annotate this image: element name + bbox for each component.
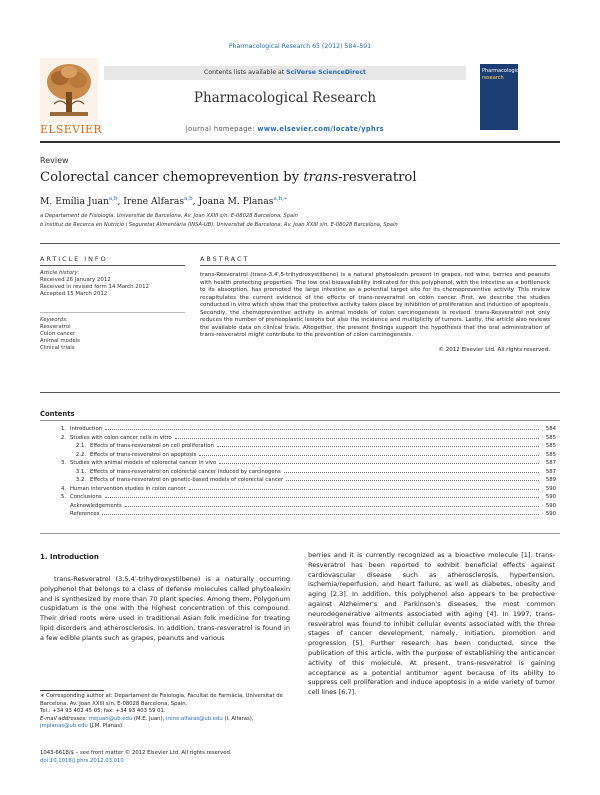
toc-entry-title[interactable]: References: [70, 511, 100, 518]
toc-entry[interactable]: [40, 477, 556, 486]
toc-entry-page[interactable]: 590: [545, 511, 556, 518]
homepage-link[interactable]: www.elsevier.com/locate/yphrs: [257, 125, 385, 133]
toc-entry-page[interactable]: 590: [545, 502, 556, 509]
author-affiliation-marker[interactable]: a,b,∗: [273, 196, 288, 202]
toc-leader-dots: [284, 472, 539, 473]
toc-leader-dots: [219, 463, 539, 464]
toc-entry-title[interactable]: Studies with colon cancer cells in vitro: [70, 434, 172, 441]
toc-entry-page[interactable]: 590: [545, 494, 556, 501]
toc-entry[interactable]: [40, 426, 556, 435]
toc-entry[interactable]: [40, 511, 556, 520]
toc-entry-title[interactable]: Conclusions: [70, 494, 102, 501]
toc-leader-dots: [102, 514, 539, 515]
intro-paragraph-continued: berries and it is currently recognized as a bioactive molecule [1]. trans-Resveratrol has been reported to exhibit beneficial effects against cardiovascular disease such as atherosclerosis, hypertension, ischemia/reperfusion, and heart failure, as well as diabetes, obesity and aging [2,3]. In addition, this polyphenol also appears to be protective against Alzheimer's and Parkinson's diseases, the most common neurodegenerative ailments associated with aging [4]. In 1997, trans-resveratrol was found to inhibit cellular events associated with the three stages of cancer development, namely, initiation, promotion and progression [5]. Further research has been conducted, since the publication of this article, with the purpose of establishing the anticancer activity of this molecule. At present, trans-resveratrol is gaining acceptance as a potential antitumor agent because of its ability to suppress cell proliferation and induce apoptosis in a wide variety of tumor cell lines [6,7].: [308, 551, 555, 697]
keywords-block: Keywords: Resveratrol Colon cancer Animal models Clinical trials: [40, 317, 80, 352]
journal-citation[interactable]: Pharmacological Research 65 (2012) 584–591: [228, 43, 372, 50]
publisher-name: ELSEVIER: [40, 123, 102, 136]
keyword: Animal models: [40, 338, 80, 345]
toc-leader-dots: [217, 446, 539, 447]
toc-entry-page[interactable]: 585: [545, 451, 556, 458]
toc-entry-number: 5.: [60, 494, 66, 501]
toc-leader-dots: [125, 506, 539, 507]
toc-entry-page[interactable]: 584: [545, 426, 556, 432]
toc-entry[interactable]: [40, 486, 556, 495]
toc-entry-title[interactable]: Studies with animal models of colorectal cancer in vivo: [70, 460, 217, 467]
table-of-contents: [40, 426, 556, 520]
author-affiliation-marker[interactable]: a,b: [108, 196, 118, 202]
article-title: Colorectal cancer chemoprevention by trans-resveratrol: [40, 170, 417, 185]
abstract-text: trans-Resveratrol (trans-3,4′,5-trihydroxystilbene) is a natural phytoalexin present in grapes, red wine, berries and peanuts with health protecting properties. The low oral bioavailability indicated for this polyphenol, with the intestine as a bottleneck to its absorption, has promoted the large intestine as a potential target site for its chemopreventive activity. This review recapitulates the current evidence of the effects of trans-resveratrol on colon cancer. First, we describe the studies conducted in vitro which show that the protective activity takes place by inhibition of proliferation and induction of apoptosis. Secondly, the chemopreventive activity in animal models of colon carcinogenesis is revised. trans-Resveratrol not only reduces the number of preneoplastic lesions but also the incidence and multiplicity of tumors. Lastly, the article also reviews the available data on clinical trials. Altogether, the present findings support the hypothesis that the oral administration of trans-resveratrol might contribute to the prevention of colon carcinogenesis.: [200, 272, 550, 338]
toc-entry-number: 2.2.: [75, 451, 86, 458]
author-name[interactable]: M. Emília Juan: [40, 196, 109, 208]
keyword: Clinical trials: [40, 345, 75, 352]
toc-entry[interactable]: [40, 435, 556, 444]
header-divider: [40, 141, 560, 143]
toc-entry-page[interactable]: 587: [545, 460, 556, 467]
toc-leader-dots: [105, 429, 539, 430]
elsevier-tree-logo: [40, 58, 98, 130]
intro-paragraph: trans-Resveratrol (3,5,4′-trihydroxystilbene) is a naturally occurring polyphenol that belongs to a class of defense molecules called phytoalexin and is synthesized by more than 70 plant species. Among them, Polygonum cuspidatum is the one with the highest concentration of this compound. Their dried roots were used in traditional Asian folk medicine for treating lipid disorders and atherosclerosis. In addition, trans-resveratrol is found in a few edible plants such as grapes, peanuts and various: [40, 575, 290, 642]
keyword: Colon cancer: [40, 331, 76, 338]
toc-entry-title[interactable]: Effects of trans-resveratrol on genetic-based models of colorectal cancer: [90, 477, 284, 484]
toc-leader-dots: [189, 489, 539, 490]
abstract-bottom-rule: [40, 392, 560, 393]
toc-leader-dots: [105, 497, 539, 498]
body-right-column: [308, 551, 555, 698]
journal-homepage: journal homepage: www.elsevier.com/locate/yphrs: [185, 125, 385, 133]
toc-entry[interactable]: [40, 503, 556, 512]
affiliation-divider: [40, 243, 560, 244]
toc-entry[interactable]: [40, 494, 556, 503]
email-link[interactable]: jmplanas@ub.edu: [40, 723, 88, 730]
toc-entry-title[interactable]: Human intervention studies in colon cancer: [70, 485, 186, 492]
contents-rule: [40, 420, 560, 421]
corresponding-author-footnote: ∗ Corresponding author at: Departament de Fisiologia, Facultat de Farmàcia, Universitat de Barcelona, Av. Joan XXIII s/n, E-08028 Barcelona, Spain. Tel.: +34 93 402 45 05; fax: +34 93 403 59 01. E-mail addresses: mejuan@ub.edu (M.E. Juan), irene.alfaras@ub.edu (I. Alfaras), jmplanas@ub.edu (J.M. Planas).: [40, 693, 283, 730]
toc-entry-page[interactable]: 590: [545, 485, 556, 492]
toc-entry-page[interactable]: 587: [545, 468, 556, 475]
affiliation-b: b Institut de Recerca en Nutrició i Seguretat Alimentària (INSA-UB), Universitat de Barcelona, Av. Joan XXIII s/n, E-08028 Barcelona, Spain: [40, 222, 398, 228]
toc-leader-dots: [286, 480, 539, 481]
toc-entry-title[interactable]: Effects of trans-resveratrol on cell proliferation: [90, 443, 214, 450]
toc-leader-dots: [199, 455, 539, 456]
article-history: Article history: Received 26 January 2012 Received in revised form 14 March 2012 Accepted 15 March 2012: [40, 270, 149, 298]
author-list: M. Emília Juan$^{a,b}$, Irene Alfaras$^{a,b}$, Joana M. Planas$^{a,b,∗}$: [40, 196, 288, 208]
sciverse-link[interactable]: SciVerse ScienceDirect: [286, 69, 366, 76]
cover-title-line2: research: [482, 75, 504, 81]
toc-entry-page[interactable]: 585: [545, 434, 556, 441]
footnote-rule: [40, 690, 104, 691]
toc-entry-title[interactable]: Effects of trans-resveratrol on colorectal cancer induced by carcinogens: [90, 468, 281, 475]
issn-line: 1043-6618/$ – see front matter © 2012 Elsevier Ltd. All rights reserved. doi:10.1016/j.phrs.2012.03.010: [40, 750, 296, 765]
toc-entry-title[interactable]: Acknowledgements: [70, 502, 122, 509]
journal-title: Pharmacological Research: [193, 90, 377, 106]
keywords-rule: [40, 312, 185, 313]
author-affiliation-marker[interactable]: a,b: [184, 196, 193, 202]
contents-heading: Contents: [40, 410, 75, 418]
abstract-heading: ABSTRACT: [200, 255, 250, 263]
toc-entry-page[interactable]: 585: [545, 443, 556, 450]
toc-leader-dots: [175, 438, 539, 439]
contents-available-line: Contents lists available at SciVerse ScienceDirect: [204, 69, 366, 76]
toc-entry-number: 4.: [60, 485, 66, 492]
body-left-column: [40, 575, 290, 644]
author-name[interactable]: Irene Alfaras: [123, 196, 185, 208]
abstract-rule: [200, 265, 556, 266]
abstract-copyright: © 2012 Elsevier Ltd. All rights reserved.: [438, 347, 550, 353]
email-link[interactable]: mejuan@ub.edu: [88, 715, 133, 722]
email-link[interactable]: irene.alfaras@ub.edu: [165, 715, 223, 722]
article-info-rule: [40, 265, 185, 266]
toc-entry-title[interactable]: Introduction: [70, 426, 103, 432]
author-name[interactable]: Joana M. Planas: [198, 196, 274, 208]
toc-entry[interactable]: [40, 452, 556, 461]
toc-entry-number: 2.: [60, 434, 66, 441]
toc-entry-number: 3.: [60, 460, 66, 467]
affiliation-a: a Departament de Fisiologia, Universitat de Barcelona, Av. Joan XXIII s/n, E-08028 Barcelona, Spain: [40, 213, 298, 219]
toc-entry[interactable]: [40, 469, 556, 478]
keyword: Resveratrol: [40, 324, 71, 331]
doi-link[interactable]: doi:10.1016/j.phrs.2012.03.010: [40, 757, 124, 764]
toc-entry-number: 1.: [60, 426, 66, 432]
toc-entry-number: 3.1.: [75, 468, 86, 475]
article-info-heading: ARTICLE INFO: [40, 255, 108, 263]
introduction-heading: 1. Introduction: [40, 553, 99, 561]
toc-entry-number: 2.1.: [75, 443, 86, 450]
contents-bottom-rule: [40, 533, 560, 534]
toc-entry[interactable]: [40, 460, 556, 469]
article-type: Review: [40, 156, 69, 165]
toc-entry-number: 3.2.: [75, 477, 86, 484]
cover-title-line1: Pharmacological: [482, 68, 524, 74]
toc-entry[interactable]: [40, 443, 556, 452]
toc-entry-page[interactable]: 589: [545, 477, 556, 484]
toc-entry-title[interactable]: Effects of trans-resveratrol on apoptosis: [90, 451, 197, 458]
